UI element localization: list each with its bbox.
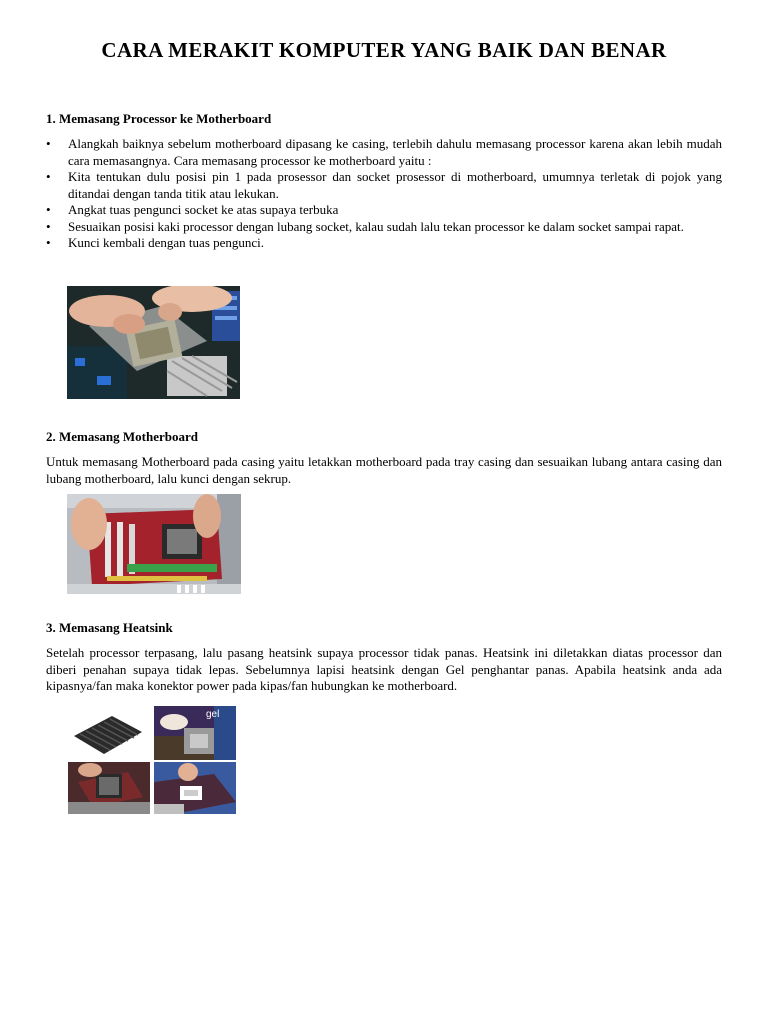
section-2-paragraph: Untuk memasang Motherboard pada casing yaitu letakkan motherboard pada tray casing dan sesuaikan lubang antara casing dan lubang motherboard, lalu kunci dengan sekrup. xyxy=(46,454,722,486)
bullet-icon: • xyxy=(46,235,51,250)
fan-connector-photo xyxy=(154,762,236,814)
bullet-text: Alangkah baiknya sebelum motherboard dipasang ke casing, terlebih dahulu memasang processor karena akan lebih mudah cara memasangnya. Cara memasang processor ke motherboard yaitu : xyxy=(68,136,722,168)
list-item xyxy=(46,202,722,219)
heatsink-mount-photo xyxy=(68,762,150,814)
bullet-icon: • xyxy=(46,202,51,217)
bullet-text: Kita tentukan dulu posisi pin 1 pada prosessor dan socket prosessor di motherboard, umumnya terletak di pojok yang ditandai dengan tanda titik atau lekukan. xyxy=(68,169,722,201)
list-item xyxy=(46,136,722,169)
section-1-heading: 1. Memasang Processor ke Motherboard xyxy=(46,111,272,126)
bullet-icon: • xyxy=(46,218,51,234)
section-2-heading: 2. Memasang Motherboard xyxy=(46,429,199,444)
list-item xyxy=(46,219,722,236)
list-item xyxy=(46,235,722,252)
bullet-text: Kunci kembali dengan tuas pengunci. xyxy=(68,235,265,250)
section-3-heading: 3. Memasang Heatsink xyxy=(46,620,173,635)
list-item xyxy=(46,169,722,202)
bullet-icon: • xyxy=(46,169,51,184)
bullet-text: Sesuaikan posisi kaki processor dengan lubang socket, kalau sudah lalu tekan processor ke dalam socket sampai rapat. xyxy=(68,218,684,234)
processor-install-photo xyxy=(67,286,240,399)
section-1-bullet-list xyxy=(46,136,722,252)
heatsink-photo xyxy=(68,706,148,760)
motherboard-install-photo xyxy=(67,494,241,594)
bullet-text: Angkat tuas pengunci socket ke atas supaya terbuka xyxy=(68,202,339,217)
section-3-paragraph: Setelah processor terpasang, lalu pasang heatsink supaya processor tidak panas. Heatsink ini diletakkan diatas processor dan diberi penahan supaya tidak lepas. Sebelumnya lapisi heatsink dengan Gel penghantar panas. Apabila heatsink anda ada kipasnya/fan maka konektor power pada kipas/fan hubungkan ke motherboard. xyxy=(46,645,722,693)
gel-label: gel xyxy=(206,709,220,720)
bullet-icon: • xyxy=(46,136,51,151)
gel-apply-photo xyxy=(154,706,236,760)
document-title: CARA MERAKIT KOMPUTER YANG BAIK DAN BENAR xyxy=(101,38,667,62)
